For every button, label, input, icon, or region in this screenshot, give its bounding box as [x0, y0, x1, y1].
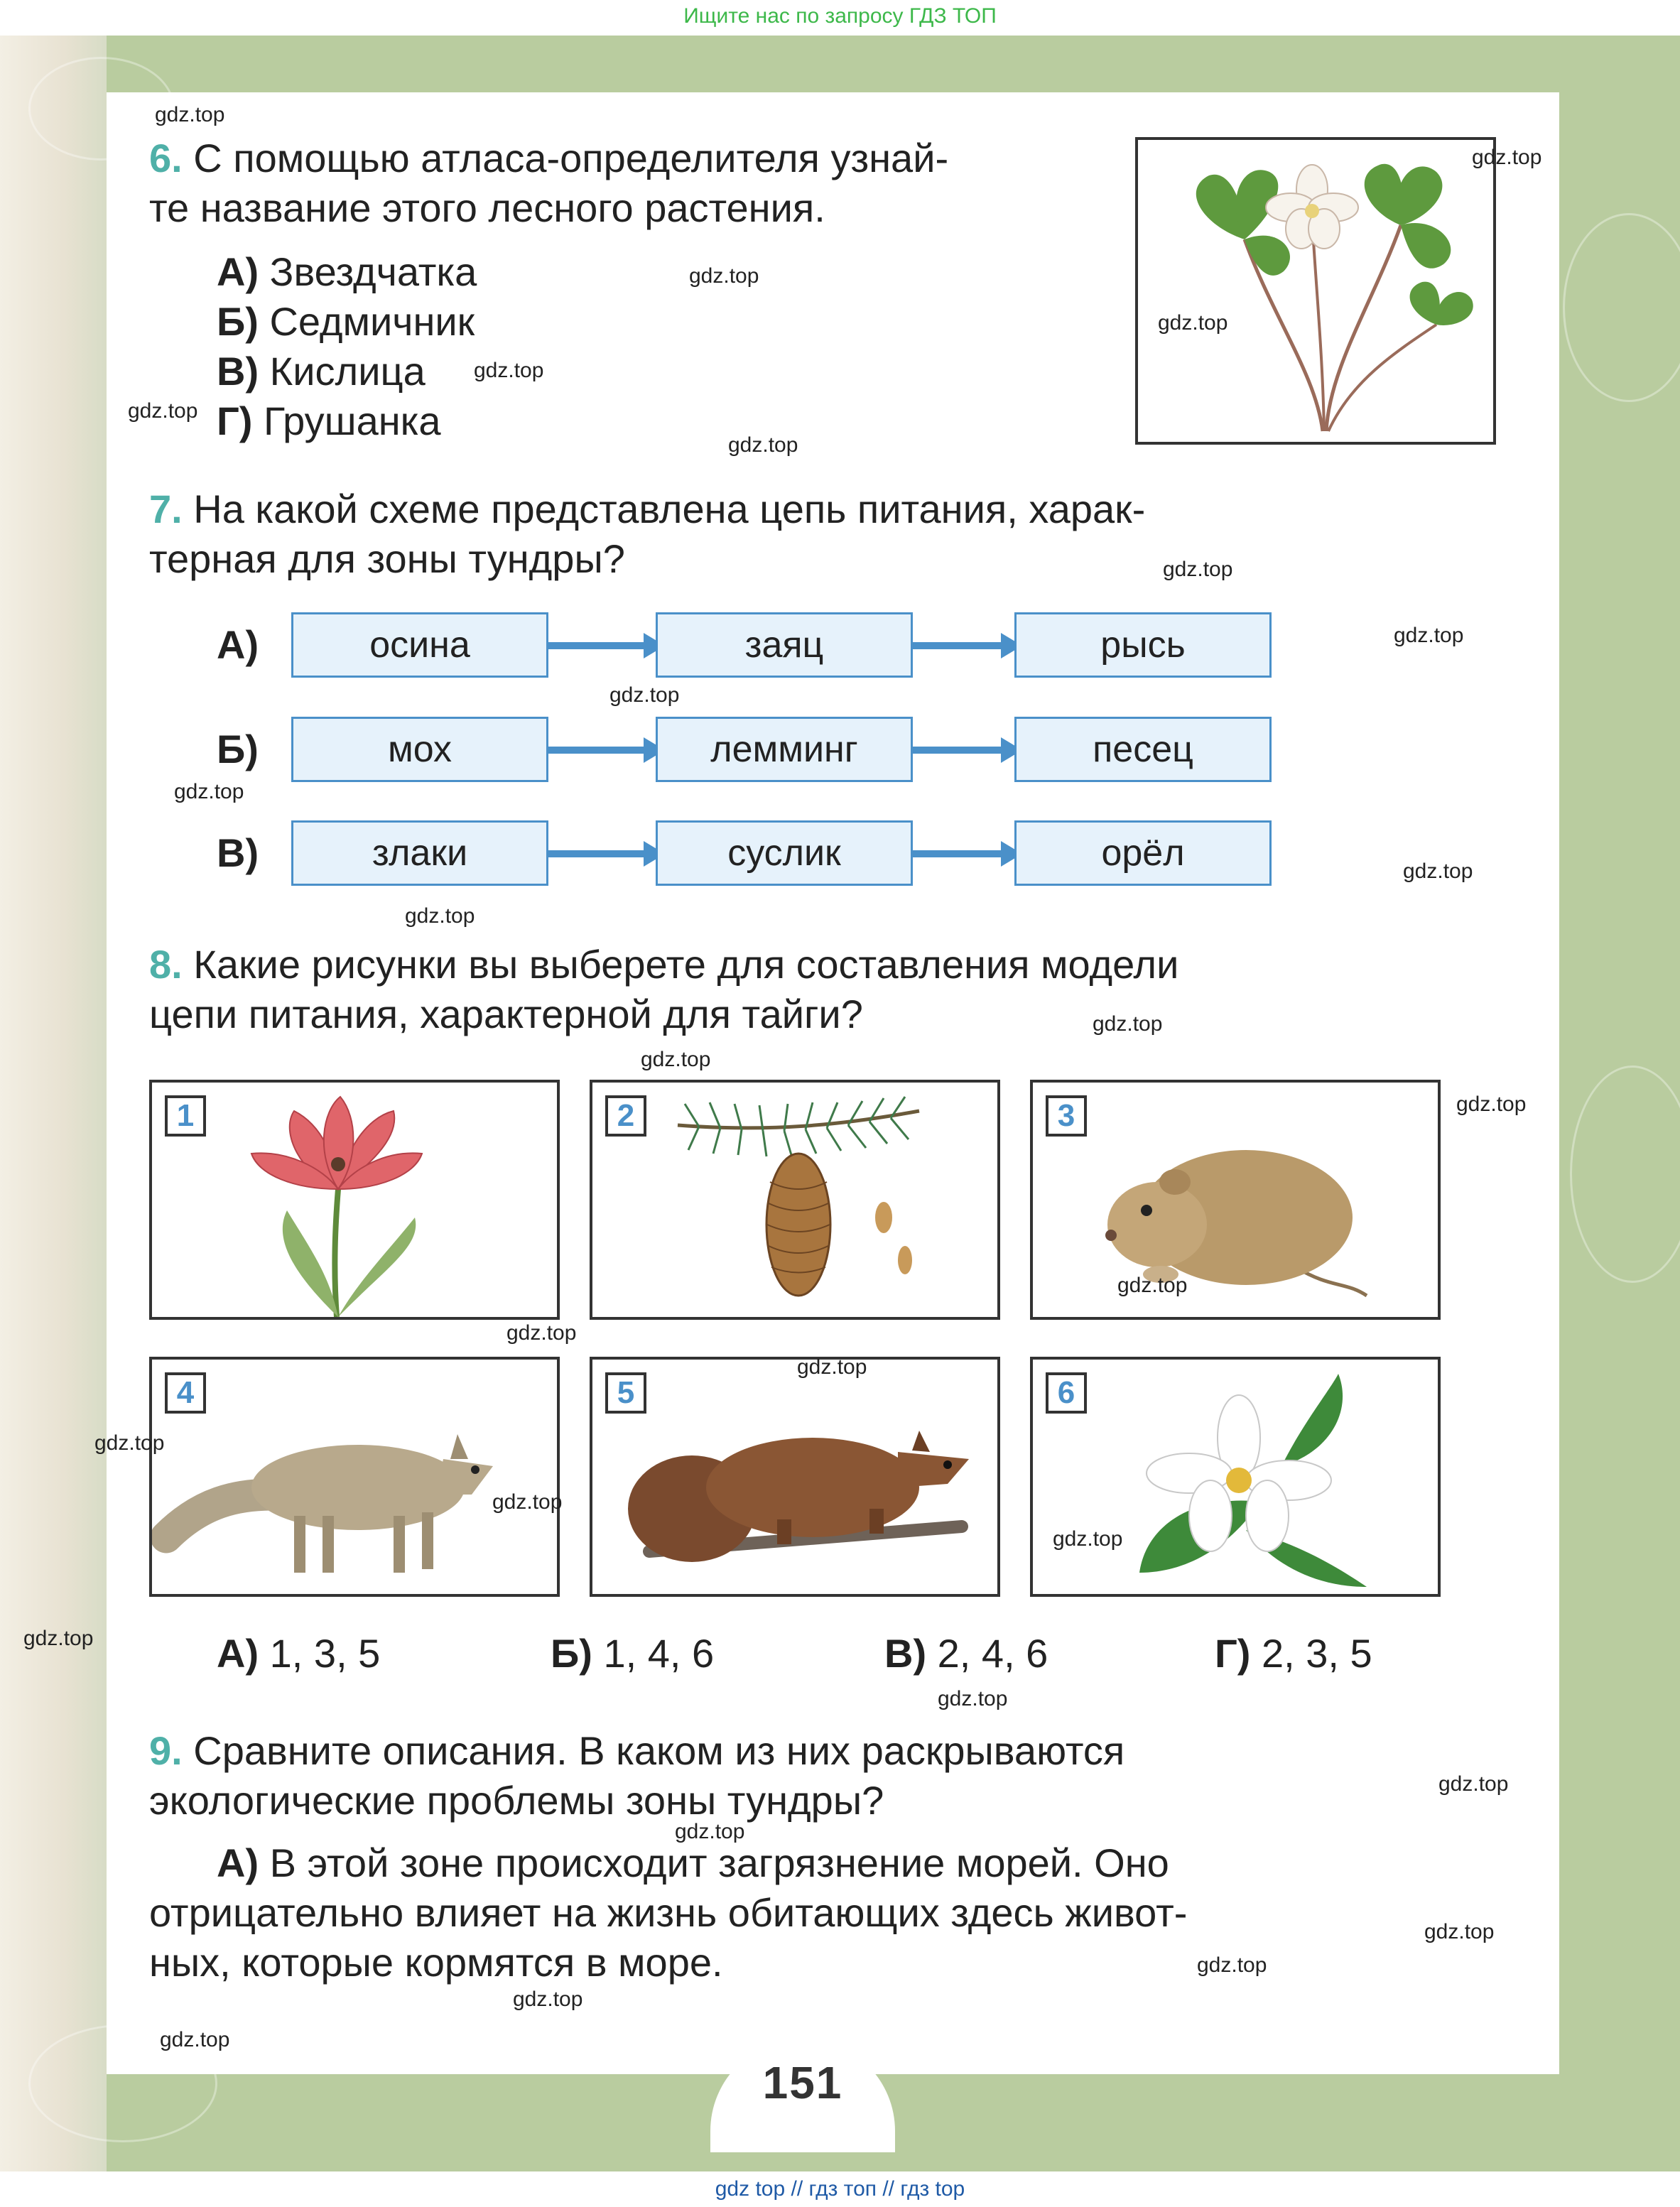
question-8-line2: цепи питания, характерной для тайги?: [149, 992, 863, 1036]
q8-option-c[interactable]: В) 2, 4, 6: [884, 1631, 1048, 1676]
watermark: gdz.top: [160, 2028, 230, 2051]
watermark: gdz.top: [1472, 146, 1542, 169]
watermark: gdz.top: [938, 1687, 1008, 1710]
question-7-number: 7.: [149, 487, 183, 531]
chain-arrow-icon: [911, 747, 1007, 754]
watermark: gdz.top: [641, 1048, 711, 1071]
chain-c-item-1: злаки: [291, 820, 548, 886]
q7-option-a-label[interactable]: А): [217, 622, 259, 667]
picture-number: 1: [165, 1095, 206, 1137]
picture-6-flower[interactable]: [1030, 1357, 1441, 1597]
watermark: gdz.top: [728, 433, 798, 457]
picture-4-fox[interactable]: [149, 1357, 563, 1597]
watermark: gdz.top: [506, 1321, 577, 1345]
q6-option-b[interactable]: Б) Седмичник: [217, 299, 475, 344]
question-8-line1: Какие рисунки вы выберете для составления модели: [193, 942, 1179, 987]
watermark: gdz.top: [1456, 1092, 1527, 1116]
chain-arrow-icon: [546, 747, 649, 754]
question-9-line2: экологические проблемы зоны тундры?: [149, 1778, 884, 1823]
chain-b-item-1: мох: [291, 717, 548, 782]
q7-option-c-label[interactable]: В): [217, 830, 259, 875]
picture-number: 4: [165, 1372, 206, 1414]
watermark: gdz.top: [1053, 1527, 1123, 1551]
question-9: [149, 1726, 1435, 1826]
question-9-line1: Сравните описания. В каком из них раскрываются: [193, 1728, 1125, 1773]
chain-arrow-icon: [911, 850, 1007, 857]
picture-5-marten[interactable]: [590, 1357, 1000, 1597]
q9-option-a[interactable]: А) В этой зоне происходит загрязнение морей. Оно отрицательно влияет на жизнь обитающих здесь живот- ных, которые кормятся в море.: [149, 1840, 1188, 1985]
watermark: gdz.top: [492, 1490, 563, 1514]
watermark: gdz.top: [155, 103, 225, 126]
plant-image: [1135, 137, 1496, 445]
sable-icon: [592, 1360, 997, 1594]
leaf-decoration: [1570, 1065, 1680, 1283]
bottom-banner[interactable]: gdz top // гдз топ // гдз top: [0, 2171, 1680, 2207]
watermark: gdz.top: [1394, 624, 1464, 647]
watermark: gdz.top: [1163, 558, 1233, 581]
chain-b-item-2: лемминг: [656, 717, 913, 782]
watermark: gdz.top: [675, 1820, 745, 1843]
question-7-line1: На какой схеме представлена цепь питания, харак-: [193, 487, 1146, 531]
watermark: gdz.top: [609, 683, 680, 707]
top-banner[interactable]: Ищите нас по запросу ГДЗ ТОП: [0, 0, 1680, 36]
watermark: gdz.top: [513, 1988, 583, 2011]
watermark: gdz.top: [23, 1627, 94, 1650]
question-7: [149, 484, 1435, 584]
tulip-flower-icon: [152, 1083, 557, 1317]
arctic-fox-icon: [152, 1360, 557, 1594]
left-margin: [0, 36, 107, 2171]
watermark: gdz.top: [474, 359, 544, 382]
chain-arrow-icon: [911, 642, 1007, 649]
watermark: gdz.top: [128, 399, 198, 423]
picture-3-vole[interactable]: [1030, 1080, 1441, 1320]
q8-option-a[interactable]: А) 1, 3, 5: [217, 1631, 381, 1676]
chain-arrow-icon: [546, 642, 649, 649]
watermark: gdz.top: [1403, 860, 1473, 883]
watermark: gdz.top: [405, 904, 475, 928]
q6-option-d[interactable]: Г) Грушанка: [217, 398, 441, 443]
watermark: gdz.top: [94, 1431, 165, 1455]
watermark: gdz.top: [174, 780, 244, 803]
watermark: gdz.top: [1424, 1920, 1495, 1943]
watermark: gdz.top: [1158, 311, 1228, 335]
picture-2-cone[interactable]: [590, 1080, 1000, 1320]
chain-b-item-3: песец: [1014, 717, 1272, 782]
page-number: 151: [762, 2057, 843, 2108]
chain-a-item-3: рысь: [1014, 612, 1272, 678]
question-8: [149, 940, 1435, 1039]
chain-arrow-icon: [546, 850, 649, 857]
question-6-number: 6.: [149, 136, 183, 180]
picture-number: 3: [1046, 1095, 1087, 1137]
question-6-line1: С помощью атласа-определителя узнай-: [193, 136, 949, 180]
leaf-decoration: [1563, 213, 1680, 402]
question-9-number: 9.: [149, 1728, 183, 1773]
q6-option-a[interactable]: А) Звездчатка: [217, 249, 477, 294]
spruce-cone-icon: [592, 1083, 997, 1317]
q6-option-c[interactable]: В) Кислица: [217, 349, 426, 394]
question-6: [149, 134, 1122, 233]
question-6-line2: те название этого лесного растения.: [149, 185, 825, 230]
picture-1-flower[interactable]: [149, 1080, 560, 1320]
q7-option-b-label[interactable]: Б): [217, 727, 259, 771]
question-7-line2: терная для зоны тундры?: [149, 536, 625, 581]
wood-sorrel-icon: [1138, 140, 1493, 442]
picture-number: 5: [605, 1372, 646, 1414]
chain-a-item-2: заяц: [656, 612, 913, 678]
watermark: gdz.top: [1438, 1772, 1509, 1796]
vole-icon: [1033, 1083, 1438, 1317]
watermark: gdz.top: [1197, 1953, 1267, 1977]
watermark: gdz.top: [1093, 1012, 1163, 1036]
chain-c-item-2: суслик: [656, 820, 913, 886]
q8-option-d[interactable]: Г) 2, 3, 5: [1215, 1631, 1372, 1676]
watermark: gdz.top: [1117, 1274, 1188, 1297]
picture-number: 2: [605, 1095, 646, 1137]
watermark: gdz.top: [689, 264, 759, 288]
watermark: gdz.top: [797, 1355, 867, 1379]
q8-option-b[interactable]: Б) 1, 4, 6: [551, 1631, 715, 1676]
question-8-number: 8.: [149, 942, 183, 987]
chain-c-item-3: орёл: [1014, 820, 1272, 886]
white-flower-icon: [1033, 1360, 1438, 1594]
chain-a-item-1: осина: [291, 612, 548, 678]
picture-number: 6: [1046, 1372, 1087, 1414]
